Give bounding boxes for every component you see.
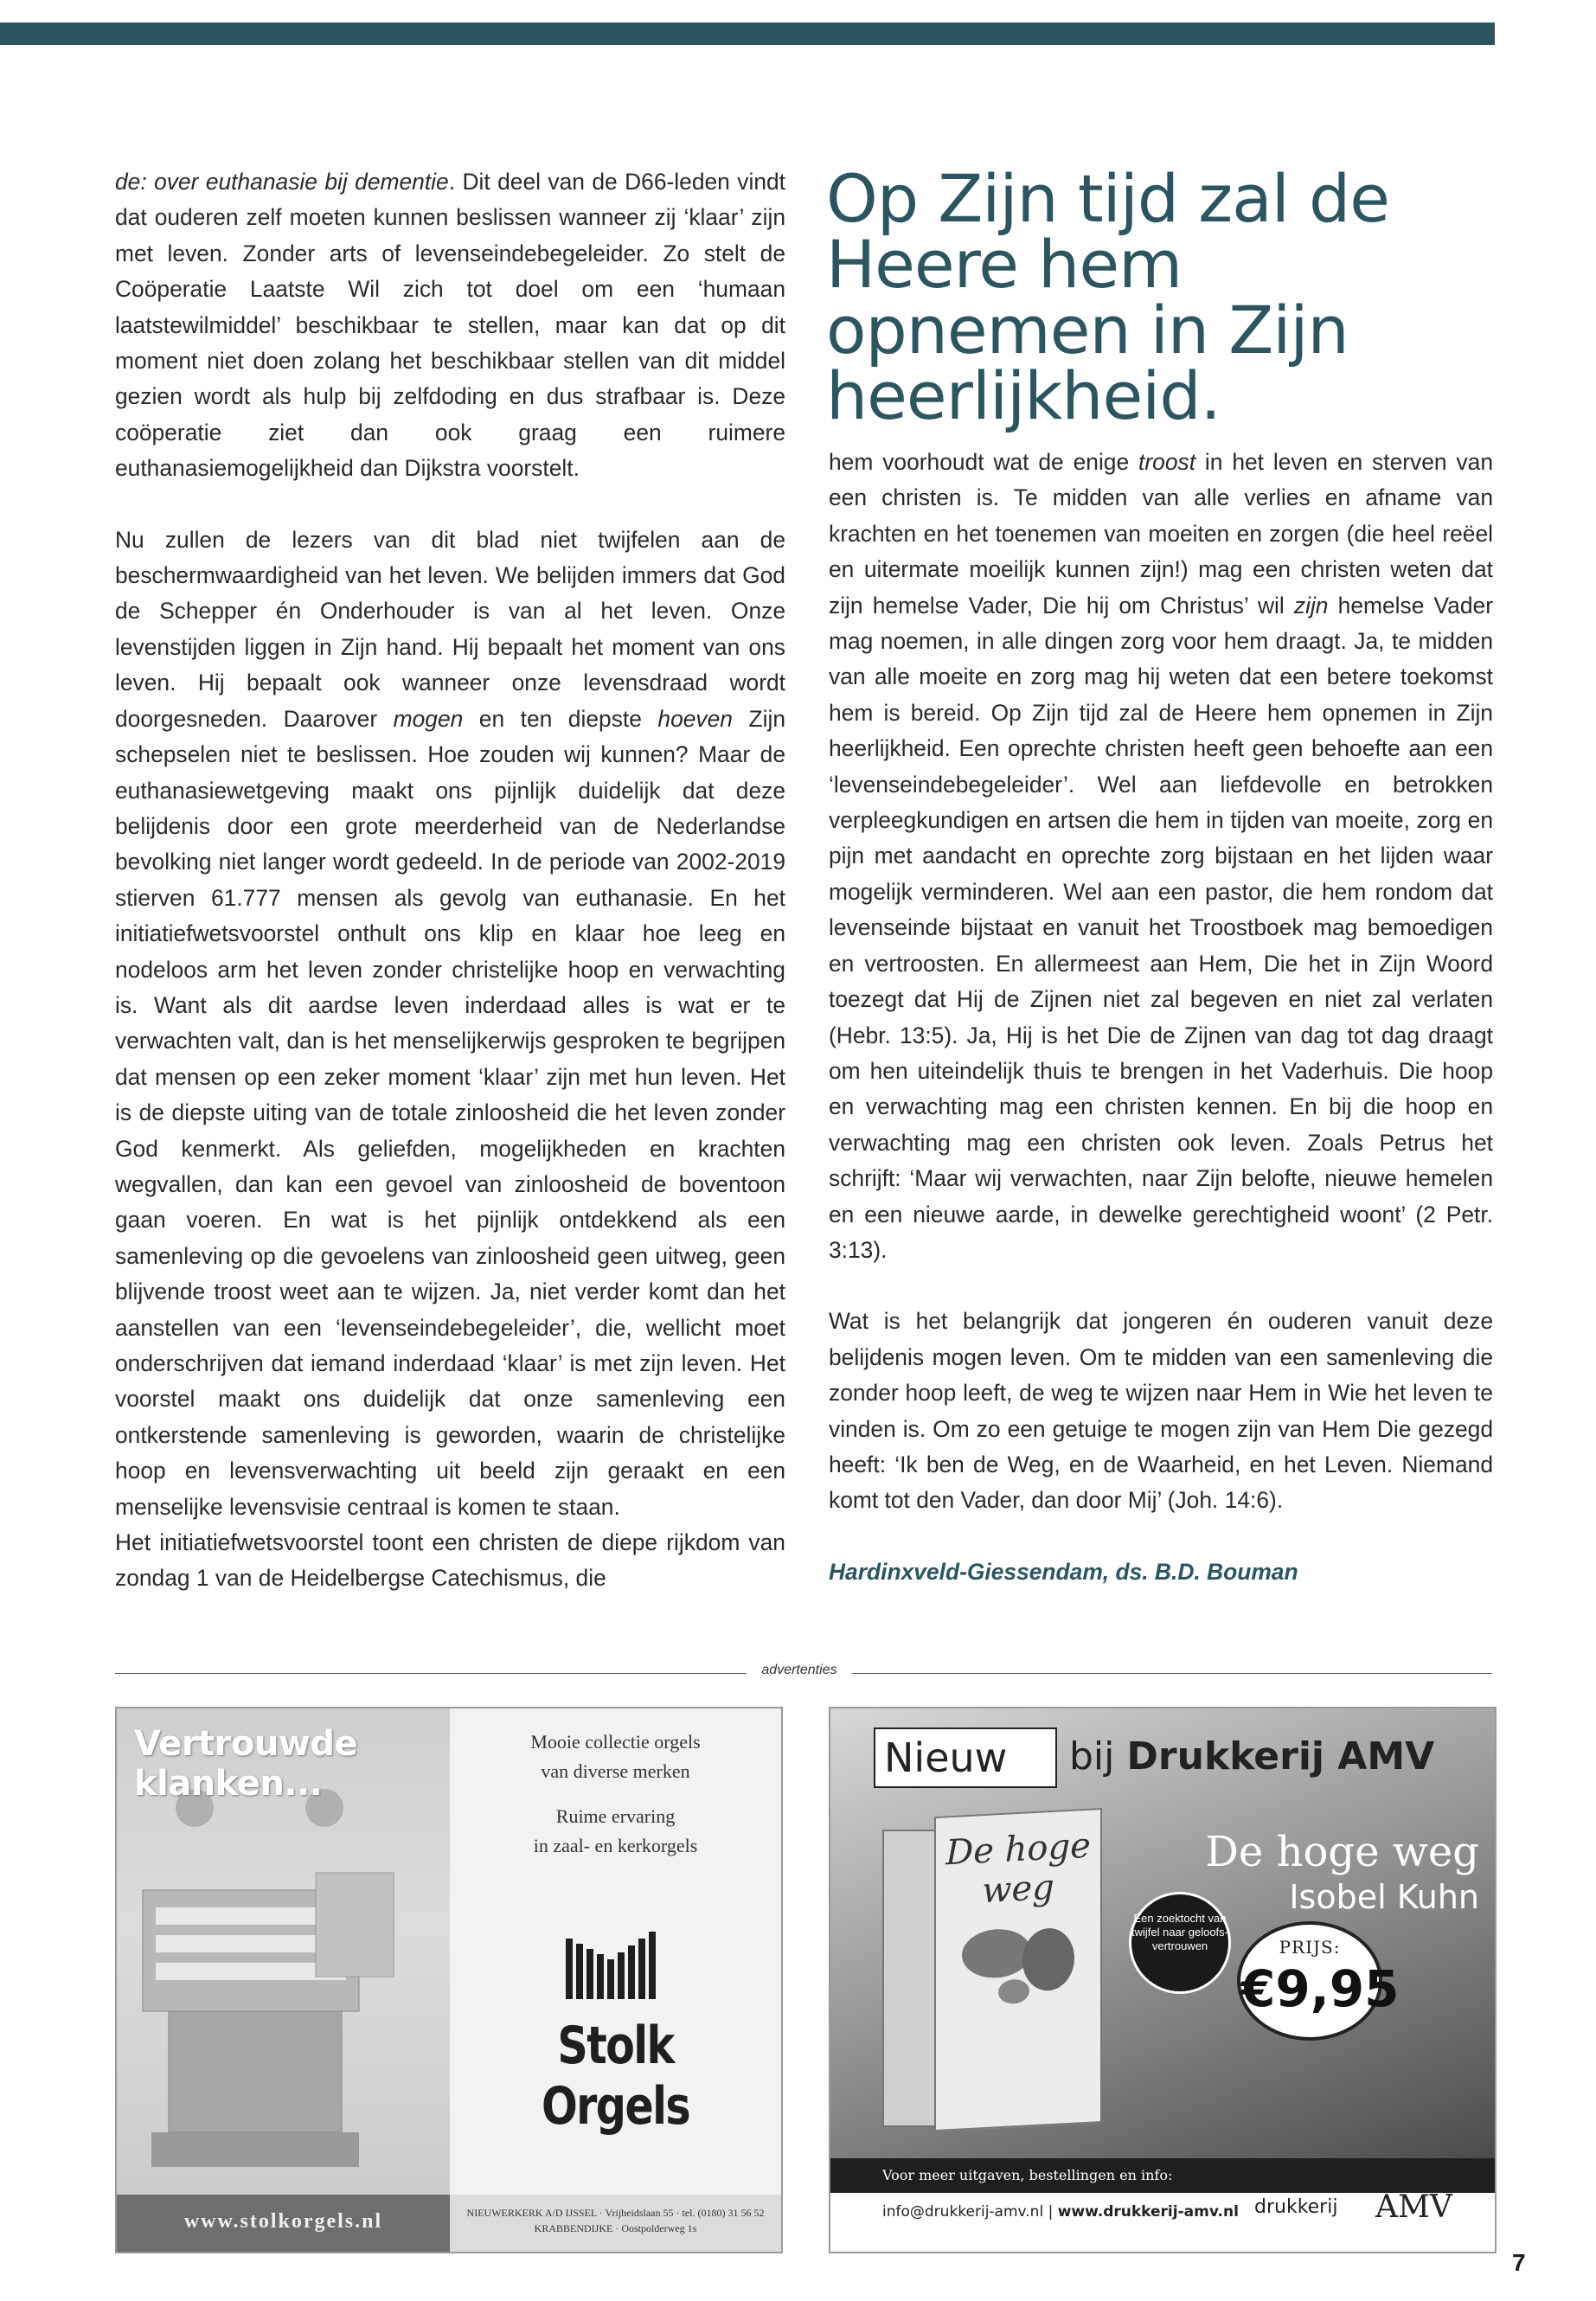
organ-photo [117,1708,450,2252]
paragraph-1: de: over euthanasie bij dementie. Dit deel van de D66-leden vindt dat ouderen zelf moeten kunnen beslissen wanneer zij ‘klaar’ zijn met leven. Zonder arts of levenseindebegeleider. Zo stelt de Coöperatie Laatste Wil zich tot doel om een ‘humaan laatstewilmiddel’ beschikbaar te stellen, maar kan dat op dit moment niet doen zolang het beschikbaar stellen van dit middel gezien wordt als hulp bij zelfdoding en dus strafbaar is. Deze coöperatie ziet dan ook graag een ruimere euthanasiemogelijkheid dan Dijkstra voorstelt. [115,169,785,482]
ad2-nieuw: Nieuw [884,1734,1008,1781]
page-number: 7 [1512,2249,1526,2276]
ad1-brand: Stolk Orgels [542,2016,689,2137]
right-column [829,445,1493,1590]
left-column [115,164,785,1597]
ad2-main-panel [830,1708,1495,2158]
ad2-badge: Een zoektocht van twijfel naar geloofs-vertrouwen [1129,1892,1231,1994]
pull-quote: Op Zijn tijd zal de Heere hem opnemen in Zijn heerlijkheid. [826,160,1390,434]
ad2-bij-line: bij Drukkerij AMV [1069,1734,1435,1779]
author-signature: Hardinxveld-Giessendam, ds. B.D. Bouman [829,1558,1298,1585]
book-cover-title: De hoge weg [945,1825,1091,1912]
ad2-info-strip: Voor meer uitgaven, bestellingen en info: [830,2158,1495,2193]
stolk-orgels-ad[interactable] [115,1707,783,2253]
ad1-footer-line-2: KRABBENDIJKE · Oostpolderweg 1s [534,2222,697,2234]
header-bar [0,22,1495,45]
ad1-url-bar[interactable] [117,2195,450,2252]
divider-left [115,1673,747,1674]
ad2-price-badge [1237,1921,1400,2041]
ad1-url[interactable]: www.stolkorgels.nl [183,2210,383,2233]
drukkerij-amv-ad[interactable] [829,1707,1497,2253]
price-value: €9,95 [1240,1959,1400,2018]
ad2-logo-text: drukkerij [1254,2196,1338,2218]
ad2-logo-mark: AMV [1375,2189,1452,2225]
ad1-footer-line-1: NIEUWERKERK A/D IJSSEL · Vrijheidslaan 55 · tel. (0180) 31 56 52 [466,2207,765,2219]
paragraph-5: Wat is het belangrijk dat jongeren én ouderen vanuit deze belijdenis mogen leven. Om te midden van een samenleving die zonder hoop leeft, de weg te wijzen naar Hem in Wie het leven te vinden is. Om zo een getuige te mogen zijn van Hem Die gezegd heeft: ‘Ik ben de Weg, en de Waarheid, en het Leven. Niemand komt tot den Vader, dan door Mij’ (Joh. 14:6). [829,1308,1493,1514]
ad2-brand: Drukkerij AMV [1126,1734,1435,1779]
ad2-website[interactable]: www.drukkerij-amv.nl [1057,2203,1239,2221]
organ-pipes-logo-icon [566,1930,665,2008]
paragraph-4: hem voorhoudt wat de enige troost in het leven en sterven van een christen is. Te midden van alle verlies en afname van krachten en het toenemen van moeiten en zorgen (die heel reëel en uitermate moeilijk kunnen zijn!) mag een christen weten dat zijn hemelse Vader, Die hij om Christus’ wil zijn hemelse Vader mag noemen, in alle dingen zorg voor hem draagt. Ja, te midden van alle moeite en zorg mag hij weten dat een betere toekomst hem is bereid. Op Zijn tijd zal de Heere hem opnemen in Zijn heerlijkheid. Een oprechte christen heeft geen behoefte aan een ‘levenseindebegeleider’. Wel aan liefdevolle en betrokken verpleegkundigen en artsen die hem in tijden van moeite, zorg en pijn met aandacht en oprechte zorg bijstaan en het lijden waar mogelijk verminderen. Wel aan een pastor, die hem rondom dat levenseinde bijstaat en vanuit het Troostboek mag bemoedigen en vertroosten. En allermeest aan Hem, Die het in Zijn Woord toezegt dat Hij de Zijnen niet zal begeven en niet zal verlaten (Hebr. 13:5). Ja, Hij is het Die de Zijnen van dag tot dag draagt om hen uiteindelijk thuis te brengen in het Vaderhuis. Die hoop en verwachting mag een christen kennen. En bij die hoop en verwachting mag een christen ook leven. Zoals Petrus het schrijft: ‘Maar wij verwachten, naar Zijn belofte, nieuwe hemelen en een nieuwe aarde, in dewelke gerechtigheid woont’ (2 Petr. 3:13). [829,449,1493,1263]
ad1-title: Vertrouwde klanken... [134,1724,358,1804]
divider-right [852,1673,1492,1674]
price-label: PRIJS: [1279,1937,1341,1958]
ad2-book-title: De hoge weg [1205,1828,1479,1876]
book-cover [934,1808,1102,2131]
ad1-info-panel [450,1708,781,2252]
ad1-line-3: Ruime ervaring [555,1805,676,1827]
advertenties-label: advertenties [761,1663,837,1677]
paragraph-2: Nu zullen de lezers van dit blad niet twijfelen aan de beschermwaardigheid van het leven. We belijden immers dat God de Schepper én Onderhouder is van al het leven. Onze levenstijden liggen in Zijn hand. Hij bepaalt het moment van ons leven. Hij bepaalt ook wanneer onze levensdraad wordt doorgesneden. Daarover mogen en ten diepste hoeven Zijn schepselen niet te beslissen. Hoe zouden wij kunnen? Maar de euthanasiewetgeving maakt ons pijnlijk duidelijk dat deze belijdenis door een grote meerderheid van de Nederlandse bevolking niet langer wordt gedeeld. In de periode van 2002-2019 stierven 61.777 mensen als gevolg van euthanasie. En het initiatiefwetsvoorstel onthult ons klip en klaar hoe leeg en nodeloos arm het leven zonder christelijke hoop en verwachting is. Want als dit aardse leven inderdaad alles is wat er te verwachten valt, dan is het menselijkerwijs gesproken te begrijpen dat mensen op een zeker moment ‘klaar’ zijn met hun leven. Het is de diepste uiting van de totale zinloosheid die het leven zonder God kenmerkt. Als geliefden, mogelijkheden en krachten wegvallen, dan kan een gevoel van zinloosheid de boventoon gaan voeren. En wat is het pijnlijk ontdekkend als een samenleving op die gevoelens van zinloosheid geen uitweg, geen blijvende troost weet aan te wijzen. Ja, niet verder komt dan het aanstellen van een ‘levenseindebegeleider’, die, wellicht moet onderschrijven dat iemand inderdaad ‘klaar’ is met zijn leven. Het voorstel maakt ons duidelijk dat onze samenleving een ontkerstende samenleving is geworden, waarin de christelijke hoop en levensverwachting uit beeld zijn geraakt en een menselijke levensvisie centraal is komen te staan. [115,526,785,1520]
ad2-email[interactable]: info@drukkerij-amv.nl [882,2203,1044,2221]
ad1-line-1: Mooie collectie orgels [530,1731,701,1753]
paragraph-3: Het initiatiefwetsvoorstel toont een christen de diepe rijkdom van zondag 1 van de Heidelbergse Catechismus, die [115,1529,785,1592]
world-map-icon [953,1906,1083,2016]
ad1-line-4: in zaal- en kerkorgels [533,1835,698,1856]
ad2-author: Isobel Kuhn [1289,1878,1479,1916]
ad1-line-2: van diverse merken [541,1760,690,1782]
ad1-footer [450,2195,781,2252]
ad2-contact[interactable]: info@drukkerij-amv.nl | www.drukkerij-amv.nl [882,2203,1239,2221]
